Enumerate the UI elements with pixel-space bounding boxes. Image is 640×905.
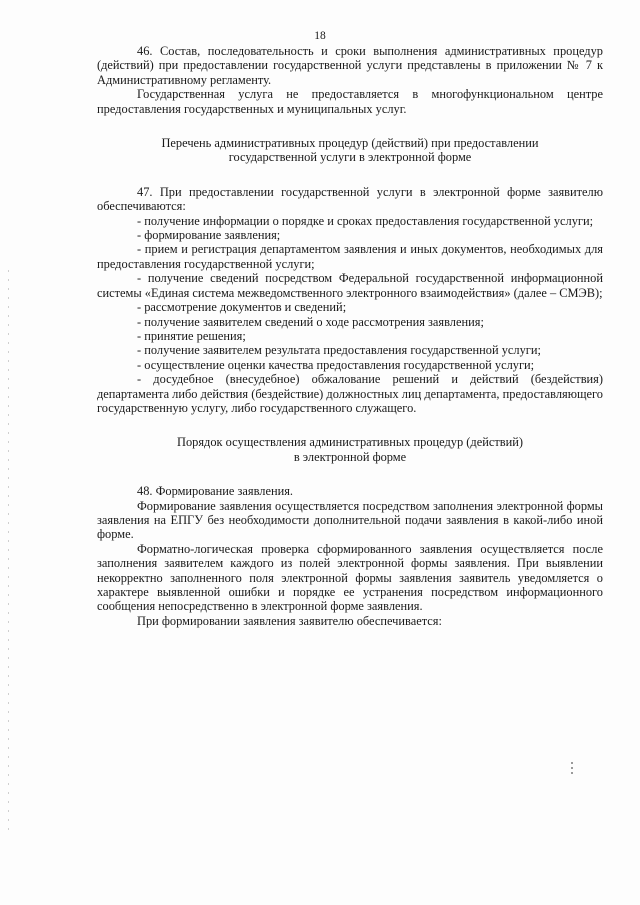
paragraph-48: 48. Формирование заявления. — [137, 484, 294, 499]
list-item: - получение заявителем сведений о ходе рассмотрения заявления; — [137, 314, 484, 329]
list-item: - прием и регистрация департаментом заявления и иных документов, необходимых для предоставления государственной услуги; — [97, 242, 603, 271]
section-heading-procedure-order-line2: в электронной форме — [293, 449, 407, 464]
list-item: - досудебное (внесудебное) обжалование решений и действий (бездействия) департамента либо действия (бездействие) должностных лиц департамента, предоставляющего государственную услугу, либо государственного служащего. — [97, 372, 603, 415]
list-item: - получение сведений посредством Федеральной государственной информационной системы «Единая система межведомственного электронного взаимодействия» (далее – СМЭВ); — [97, 271, 603, 300]
list-item: - осуществление оценки качества предоставления государственной услуги; — [137, 357, 535, 372]
paragraph-48-forming: Формирование заявления осуществляется посредством заполнения электронной формы заявления на ЕПГУ без необходимости дополнительной подачи заявления в какой-либо иной форме. — [97, 498, 603, 542]
list-item: - принятие решения; — [137, 328, 246, 343]
list-item: - получение заявителем результата предоставления государственной услуги; — [137, 343, 541, 358]
section-heading-procedure-order-line1: Порядок осуществления административных процедур (действий) — [177, 435, 523, 450]
paragraph-48-provided: При формировании заявления заявителю обеспечивается: — [137, 613, 442, 628]
document-body — [97, 44, 603, 628]
paragraph-46: 46. Состав, последовательность и сроки выполнения административных процедур (действий) при предоставлении государственной услуги представлены в приложении № 7 к Административному регламенту. — [97, 44, 603, 87]
paragraph-48-validation: Форматно-логическая проверка сформированного заявления осуществляется после заполнения заявителем каждого из полей электронной формы заявления. При выявлении некорректно заполненного поля электронной формы заявления заявитель уведомляется о характере выявленной ошибки и порядке ее устранения посредством информационного сообщения непосредственно в электронной форме заявления. — [97, 541, 603, 614]
page-number: 18 — [314, 30, 326, 42]
list-item: - формирование заявления; — [137, 228, 281, 243]
list-item: - получение информации о порядке и сроках предоставления государственной услуги; — [137, 213, 594, 228]
section-heading-electronic-procedures-line1: Перечень административных процедур (действий) при предоставлении — [161, 136, 539, 151]
scan-speck — [571, 762, 573, 776]
section-heading-electronic-procedures-line2: государственной услуги в электронной форме — [228, 150, 472, 165]
list-item: - рассмотрение документов и сведений; — [137, 300, 347, 315]
scan-edge-mark — [8, 270, 9, 830]
paragraph-46-mfc: Государственная услуга не предоставляется в многофункциональном центре предоставления государственных и муниципальных услуг. — [97, 87, 603, 116]
paragraph-47: 47. При предоставлении государственной услуги в электронной форме заявителю обеспечиваются: — [97, 184, 603, 214]
